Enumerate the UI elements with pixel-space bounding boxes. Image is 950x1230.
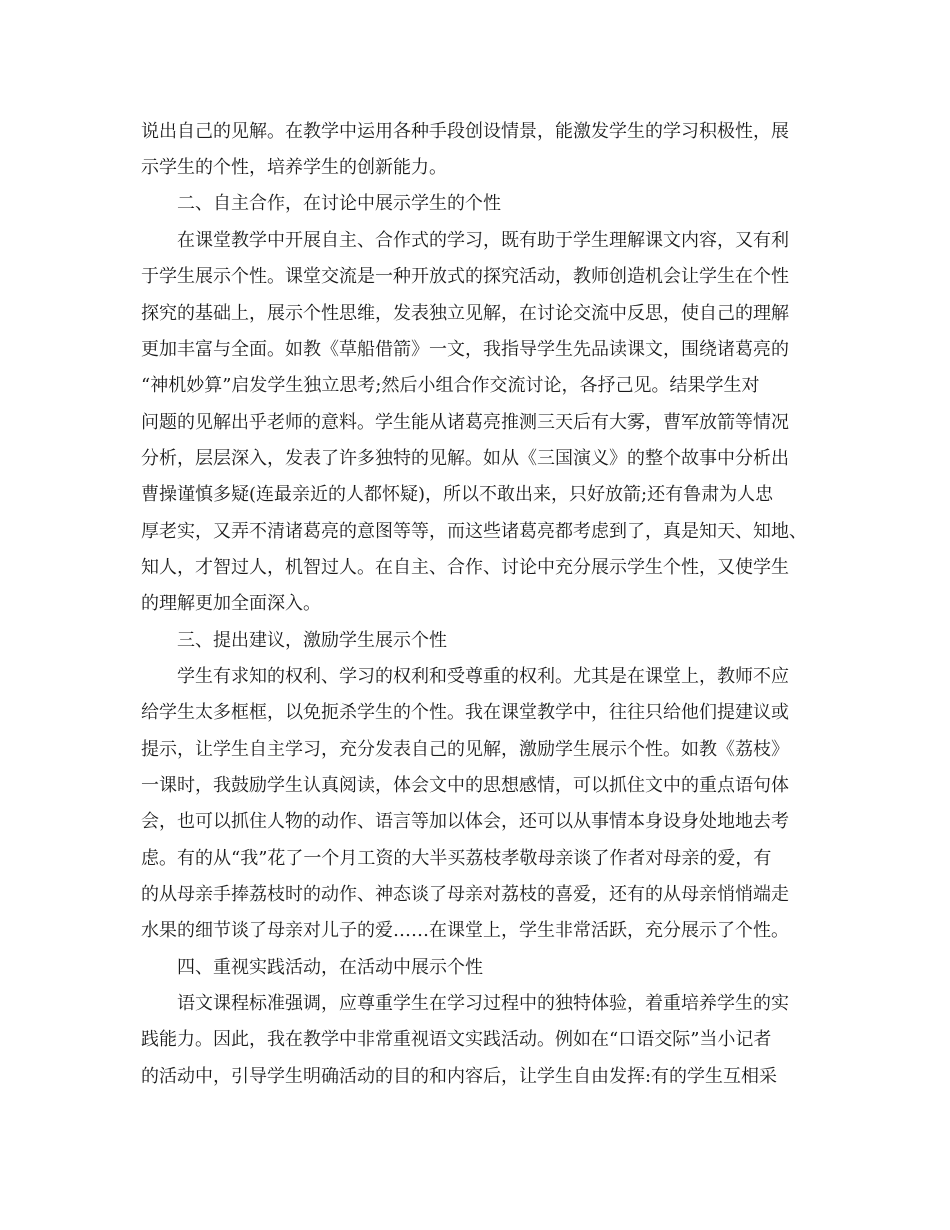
text-line: 践能力。因此，我在教学中非常重视语文实践活动。例如在“口语交际”当小记者 <box>141 1029 772 1050</box>
text-line: 厚老实，又弄不清诸葛亮的意图等等，而这些诸葛亮都考虑到了，真是知天、知地、 <box>141 521 807 542</box>
text-line: 给学生太多框框，以免扼杀学生的个性。我在课堂教学中，往往只给他们提建议或 <box>141 702 789 723</box>
text-line: 曹操谨慎多疑(连最亲近的人都怀疑)，所以不敢出来，只好放箭;还有鲁肃为人忠 <box>141 484 774 505</box>
section-heading: 二、自主合作，在讨论中展示学生的个性 <box>177 193 501 214</box>
section-heading: 四、重视实践活动，在活动中展示个性 <box>177 957 483 978</box>
text-line: 语文课程标准强调，应尊重学生在学习过程中的独特体验，着重培养学生的实 <box>177 993 789 1014</box>
text-line: 更加丰富与全面。如教《草船借箭》一文，我指导学生先品读课文，围绕诸葛亮的 <box>141 339 789 360</box>
text-line: 提示，让学生自主学习，充分发表自己的见解，激励学生展示个性。如教《荔枝》 <box>141 739 789 760</box>
text-line: 一课时，我鼓励学生认真阅读，体会文中的思想感情，可以抓住文中的重点语句体 <box>141 775 789 796</box>
text-line: 知人，才智过人，机智过人。在自主、合作、讨论中充分展示学生个性，又使学生 <box>141 557 789 578</box>
text-line: 的活动中，引导学生明确活动的目的和内容后，让学生自由发挥:有的学生互相采 <box>141 1066 778 1087</box>
text-line: 虑。有的从“我”花了一个月工资的大半买荔枝孝敬母亲谈了作者对母亲的爱，有 <box>141 848 772 869</box>
text-line: 会，也可以抓住人物的动作、语言等加以体会，还可以从事情本身设身处地地去考 <box>141 811 789 832</box>
text-line: “神机妙算”启发学生独立思考;然后小组合作交流讨论，各抒己见。结果学生对 <box>141 375 760 396</box>
text-line: 问题的见解出乎老师的意料。学生能从诸葛亮推测三天后有大雾，曹军放箭等情况 <box>141 412 789 433</box>
text-line: 在课堂教学中开展自主、合作式的学习，既有助于学生理解课文内容，又有利 <box>177 230 789 251</box>
text-line: 分析，层层深入，发表了许多独特的见解。如从《三国演义》的整个故事中分析出 <box>141 448 789 469</box>
text-line: 示学生的个性，培养学生的创新能力。 <box>141 157 447 178</box>
text-line: 于学生展示个性。课堂交流是一种开放式的探究活动，教师创造机会让学生在个性 <box>141 266 789 287</box>
text-line: 学生有求知的权利、学习的权利和受尊重的权利。尤其是在课堂上，教师不应 <box>177 666 789 687</box>
section-heading: 三、提出建议，激励学生展示个性 <box>177 630 447 651</box>
text-line: 说出自己的见解。在教学中运用各种手段创设情景，能激发学生的学习积极性，展 <box>141 121 789 142</box>
text-line: 的从母亲手捧荔枝时的动作、神态谈了母亲对荔枝的喜爱，还有的从母亲悄悄端走 <box>141 884 789 905</box>
text-line: 探究的基础上，展示个性思维，发表独立见解，在讨论交流中反思，使自己的理解 <box>141 303 789 324</box>
text-line: 水果的细节谈了母亲对儿子的爱……在课堂上，学生非常活跃，充分展示了个性。 <box>141 920 789 941</box>
text-line: 的理解更加全面深入。 <box>141 593 321 614</box>
